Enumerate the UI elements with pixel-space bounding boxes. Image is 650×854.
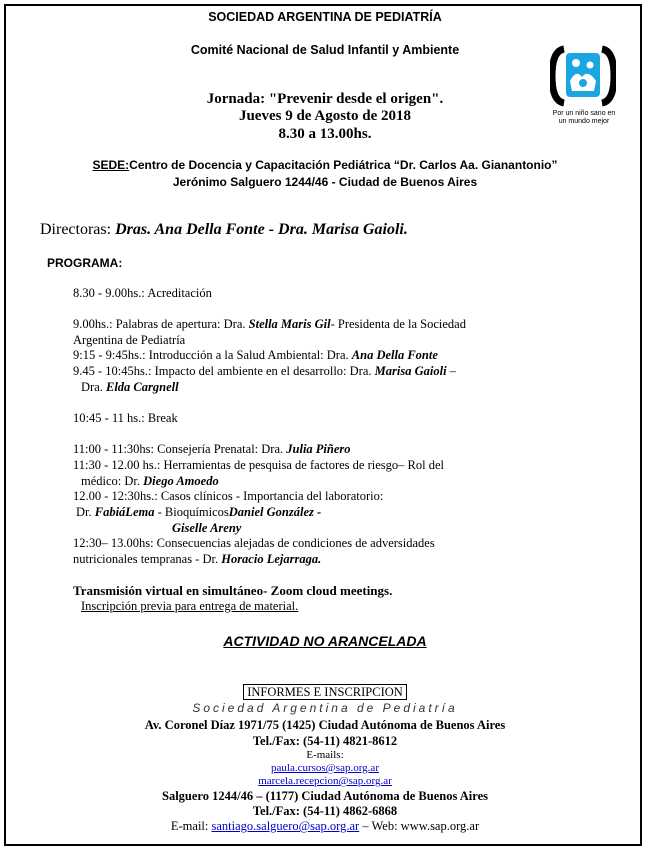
program-item-casos-speaker2: Giselle Areny xyxy=(172,521,242,535)
speaker-name: Marisa Gaioli xyxy=(374,364,447,378)
web-text: – Web: www.sap.org.ar xyxy=(362,819,480,833)
jornada-title: Jornada: "Prevenir desde el origen". xyxy=(206,91,444,107)
program-item-impacto-cont xyxy=(81,380,179,395)
committee-title: Comité Nacional de Salud Infantil y Ambiente xyxy=(190,43,460,57)
informes-title: INFORMES E INSCRIPCION xyxy=(243,684,407,700)
event-date: Jueves 9 de Agosto de 2018 xyxy=(238,108,412,124)
event-time: 8.30 a 13.00hs. xyxy=(278,126,372,142)
informes-contact-line xyxy=(0,819,650,834)
program-item-apertura-cont: Argentina de Pediatría xyxy=(73,333,186,347)
program-item-impacto xyxy=(73,364,456,379)
speaker-name: Julia Piñero xyxy=(286,442,351,456)
item-text: nutricionales tempranas - Dr. xyxy=(73,552,219,566)
informes-address-2: Salguero 1244/46 – (1177) Ciudad Autónoma de Buenos Aires xyxy=(162,789,488,803)
society-title: SOCIEDAD ARGENTINA DE PEDIATRÍA xyxy=(208,10,442,24)
email-wrap-1 xyxy=(0,762,650,774)
directoras-names: Dras. Ana Della Fonte - Dra. Marisa Gaioli. xyxy=(115,221,408,238)
sede-label: SEDE: xyxy=(92,158,130,172)
email-label: E-mail: xyxy=(170,819,209,833)
informes-tel-2: Tel./Fax: (54-11) 4862-6868 xyxy=(252,804,398,818)
program-item-break: 10:45 - 11 hs.: Break xyxy=(73,411,178,425)
programa-heading: PROGRAMA: xyxy=(47,256,123,270)
program-item-salud-ambiental xyxy=(73,348,438,363)
item-text: 9.45 - 10:45hs.: Impacto del ambiente en el desarrollo: Dra. xyxy=(73,364,372,378)
sede-line xyxy=(0,158,650,172)
speaker-name: Ana Della Fonte xyxy=(351,348,438,362)
program-item-consecuencias: 12:30– 13.00hs: Consecuencias alejadas de condiciones de adversidades xyxy=(73,536,435,550)
sede-name: Centro de Docencia y Capacitación Pediátrica “Dr. Carlos Aa. Gianantonio” xyxy=(129,158,558,172)
program-item-casos: 12.00 - 12:30hs.: Casos clínicos - Importancia del laboratorio: xyxy=(73,489,384,503)
speaker-name: Horacio Lejarraga. xyxy=(221,552,322,566)
item-text: médico: Dr. xyxy=(81,474,141,488)
program-item-acreditacion xyxy=(73,286,212,301)
speaker-name: FabiáLema xyxy=(94,505,155,519)
program-item-consecuencias-cont xyxy=(73,552,321,567)
informes-emails-label: E-mails: xyxy=(306,749,344,761)
informes-society: Sociedad Argentina de Pediatría xyxy=(192,701,458,715)
speaker-name: Stella Maris Gil xyxy=(248,317,331,331)
directoras-line xyxy=(40,221,408,239)
informes-address-1: Av. Coronel Díaz 1971/75 (1425) Ciudad Autónoma de Buenos Aires xyxy=(144,718,506,732)
item-time: 8.30 - 9.00hs.: xyxy=(73,286,145,300)
informes-tel-1: Tel./Fax: (54-11) 4821-8612 xyxy=(252,734,398,748)
logo-caption: Por un niño sano en un mundo mejor xyxy=(552,110,616,125)
item-text: 9:15 - 9:45hs.: Introducción a la Salud Ambiental: Dra. xyxy=(73,348,349,362)
email-link-santiago[interactable]: santiago.salguero@sap.org.ar xyxy=(211,819,360,833)
speaker-name: Daniel González - xyxy=(228,505,322,519)
actividad-banner: ACTIVIDAD NO ARANCELADA xyxy=(223,633,427,649)
program-item-herramientas: 11:30 - 12.00 hs.: Herramientas de pesquisa de factores de riesgo– Rol del xyxy=(73,458,444,472)
item-text: 9.00hs.: Palabras de apertura: Dra. xyxy=(73,317,246,331)
speaker-name: Elda Cargnell xyxy=(106,380,179,394)
sede-address: Jerónimo Salguero 1244/46 - Ciudad de Buenos Aires xyxy=(172,175,478,189)
email-wrap-2 xyxy=(0,775,650,787)
program-item-herramientas-cont xyxy=(81,474,219,489)
program-item-casos-speakers xyxy=(76,505,321,520)
item-text: 11:00 - 11:30hs: Consejería Prenatal: Dra. xyxy=(73,442,284,456)
children-logo-icon xyxy=(550,45,616,107)
email-link-paula[interactable]: paula.cursos@sap.org.ar xyxy=(271,762,379,774)
informes-title-wrap xyxy=(0,685,650,700)
transmision-text: Transmisión virtual en simultáneo- Zoom cloud meetings. xyxy=(73,583,393,598)
item-text: Dra. xyxy=(81,380,103,394)
directoras-label: Directoras: xyxy=(40,221,112,238)
inscripcion-note: Inscripción previa para entrega de material. xyxy=(81,599,299,613)
email-link-marcela[interactable]: marcela.recepcion@sap.org.ar xyxy=(258,775,392,787)
item-text: - Presidenta de la Sociedad xyxy=(330,317,466,331)
item-text: Acreditación xyxy=(147,286,212,300)
program-item-apertura xyxy=(73,317,466,332)
program-item-consejeria xyxy=(73,442,351,457)
speaker-name: Diego Amoedo xyxy=(143,474,219,488)
item-text: Dr. xyxy=(76,505,92,519)
item-text: - Bioquímicos xyxy=(157,505,229,519)
item-text: – xyxy=(449,364,456,378)
